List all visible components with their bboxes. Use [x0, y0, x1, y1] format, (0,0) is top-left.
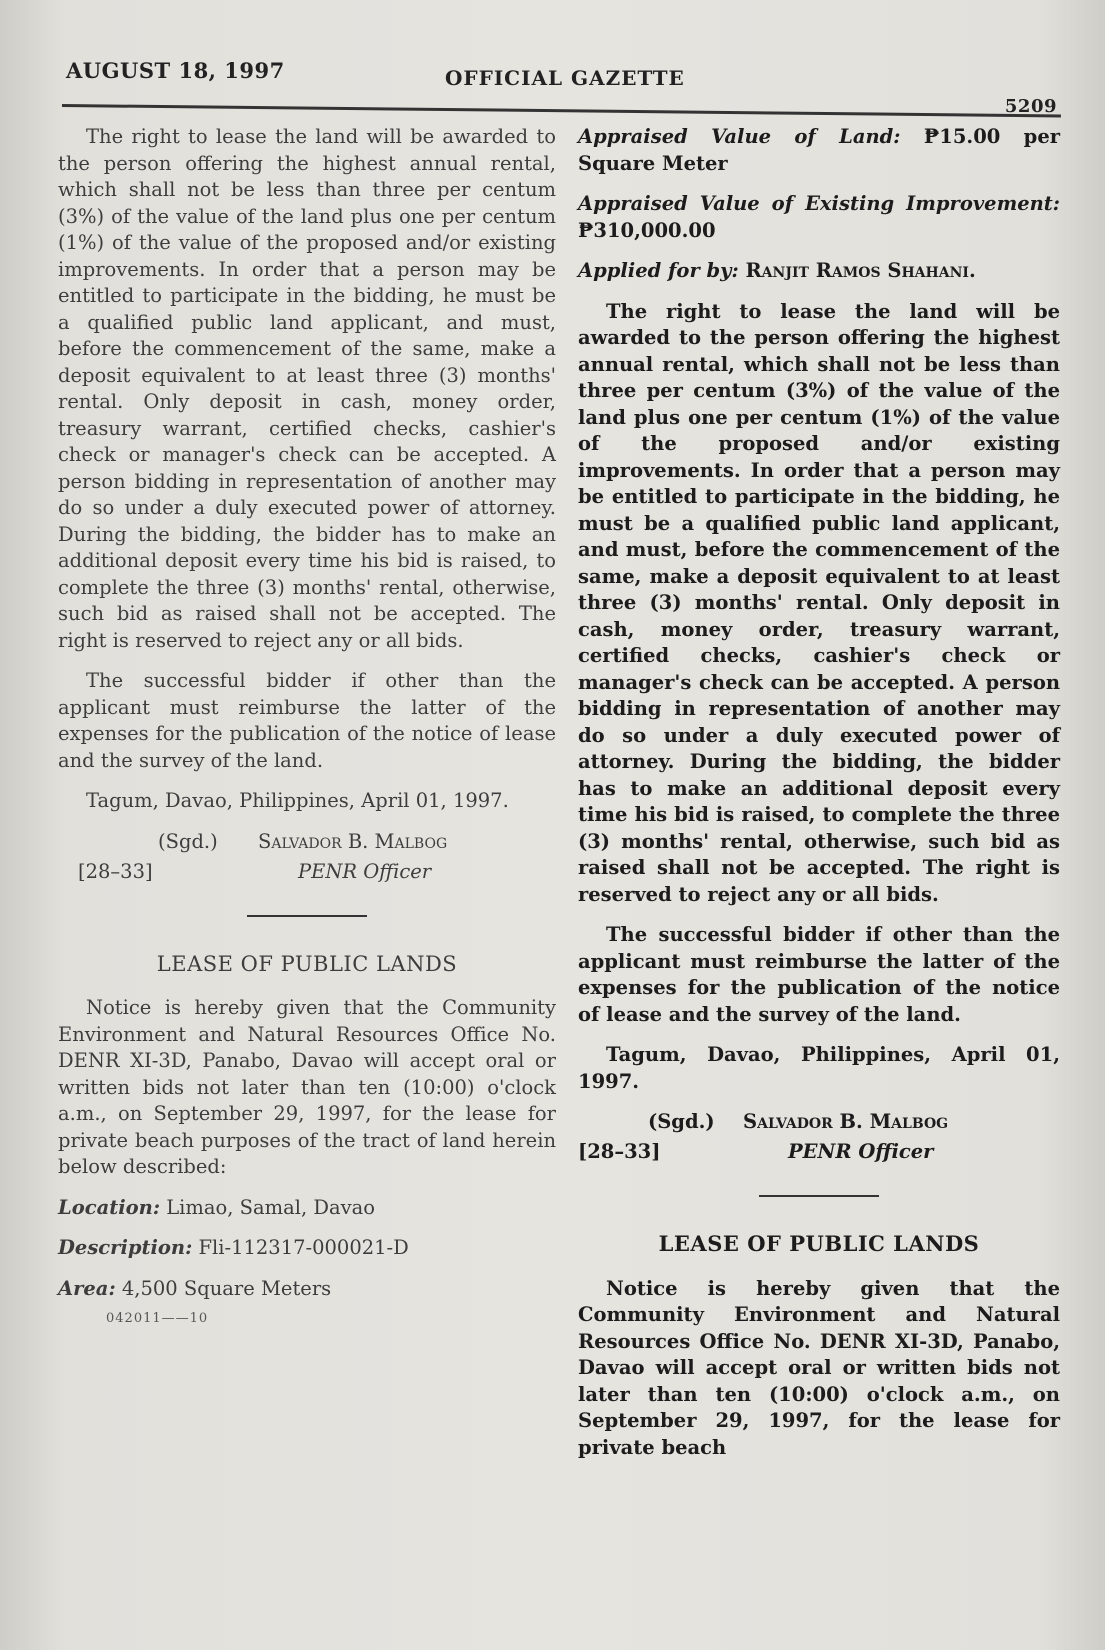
improvement-value: ₱310,000.00 [578, 218, 716, 242]
notice-paragraph: Notice is hereby given that the Community Environment and Natural Resources Office No. DENR XI-3D, Panabo, Davao will accept oral or written bids not later than ten (10:00) o'clock a.m., on September 29, 1997, for the lease for private beach [578, 1276, 1060, 1459]
location-field [58, 1195, 556, 1222]
print-code: 042011——10 [106, 1311, 209, 1326]
signatory-name: Salvador B. Malbog [258, 829, 448, 853]
description-field [58, 1235, 556, 1262]
reimbursement-paragraph: The successful bidder if other than the applicant must reimburse the latter of the expenses for the publication of the notice of lease and the survey of the land. [58, 669, 556, 772]
left-column [58, 124, 556, 1333]
area-label: Area: [58, 1276, 116, 1300]
signature-block [578, 1109, 1060, 1171]
signed-mark: (Sgd.) [648, 1110, 715, 1133]
notice-paragraph: Notice is hereby given that the Community Environment and Natural Resources Office No. DENR XI-3D, Panabo, Davao will accept oral or written bids not later than ten (10:00) o'clock a.m., on September 29, 1997, for the lease for private beach purposes of the tract of land herein below described: [58, 996, 556, 1178]
bidding-terms-paragraph: The right to lease the land will be awarded to the person offering the highest annual rental, which shall not be less than three per centum (3%) of the value of the land plus one per centum (1%) of the value of the proposed and/or existing improvements. In order that a person may be entitled to participate in the bidding, he must be a qualified public land applicant, and must, before the commencement of the same, make a deposit equivalent to at least three (3) months' rental. Only deposit in cash, money order, treasury warrant, certified checks, cashier's check or manager's check can be accepted. A person bidding in representation of another may do so under a duly executed power of attorney. During the bidding, the bidder has to make an additional deposit every time his bid is raised, to complete the three (3) months' rental, otherwise, such bid as raised shall not be accepted. The right is reserved to reject any or all bids. [58, 125, 556, 652]
section-title: LEASE OF PUBLIC LANDS [156, 951, 458, 976]
section-divider [247, 915, 367, 917]
applicant-name: Ranjit Ramos Shahani. [745, 259, 976, 282]
location-label: Location: [58, 1195, 161, 1219]
land-value-field [578, 124, 1060, 177]
location-value: Limao, Samal, Davao [166, 1195, 376, 1219]
signatory-title: PENR Officer [788, 1140, 934, 1163]
section-title: LEASE OF PUBLIC LANDS [658, 1231, 980, 1256]
land-value: ₱15.00 per Square Meter [578, 125, 1060, 175]
improvement-value-field [578, 191, 1060, 244]
applicant-field [578, 258, 1060, 285]
description-value: Fli-112317-000021-D [198, 1236, 409, 1259]
issue-reference: [28–33] [578, 1140, 661, 1163]
right-column [578, 124, 1060, 1475]
description-label: Description: [58, 1236, 193, 1259]
land-value-label: Appraised Value of Land: [578, 125, 901, 148]
signatory-name: Salvador B. Malbog [743, 1110, 949, 1133]
improvement-value-label: Appraised Value of Existing Improvement: [578, 192, 1060, 215]
reimbursement-paragraph: The successful bidder if other than the applicant must reimburse the latter of the expenses for the publication of the notice of lease and the survey of the land. [578, 923, 1060, 1026]
area-value: 4,500 Square Meters [121, 1276, 332, 1300]
page-number: 5209 [1004, 96, 1057, 117]
issue-reference: [28–33] [78, 859, 153, 883]
section-divider [759, 1195, 879, 1197]
issue-date: AUGUST 18, 1997 [66, 58, 285, 83]
applicant-label: Applied for by: [578, 259, 739, 282]
bidding-terms-paragraph: The right to lease the land will be awarded to the person offering the highest annual rental, which shall not be less than three per centum (3%) of the value of the land plus one per centum (1%) of the value of the proposed and/or existing improvements. In order that a person may be entitled to participate in the bidding, he must be a qualified public land applicant, and must, before the commencement of the same, make a deposit equivalent to at least three (3) months' rental. Only deposit in cash, money order, treasury warrant, certified checks, cashier's check or manager's check can be accepted. A person bidding in representation of another may do so under a duly executed power of attorney. During the bidding, the bidder has to make an additional deposit every time his bid is raised, to complete the three (3) months' rental, otherwise, such bid as raised shall not be accepted. The right is reserved to reject any or all bids. [578, 299, 1060, 906]
publication-title: OFFICIAL GAZETTE [445, 66, 685, 90]
signature-block [58, 829, 556, 891]
signatory-title: PENR Officer [298, 859, 432, 883]
signed-mark: (Sgd.) [158, 829, 218, 853]
header-rule [62, 104, 1061, 117]
area-field [58, 1276, 556, 1303]
place-and-date: Tagum, Davao, Philippines, April 01, 1997. [578, 1043, 1060, 1093]
place-and-date: Tagum, Davao, Philippines, April 01, 1997. [86, 789, 509, 812]
